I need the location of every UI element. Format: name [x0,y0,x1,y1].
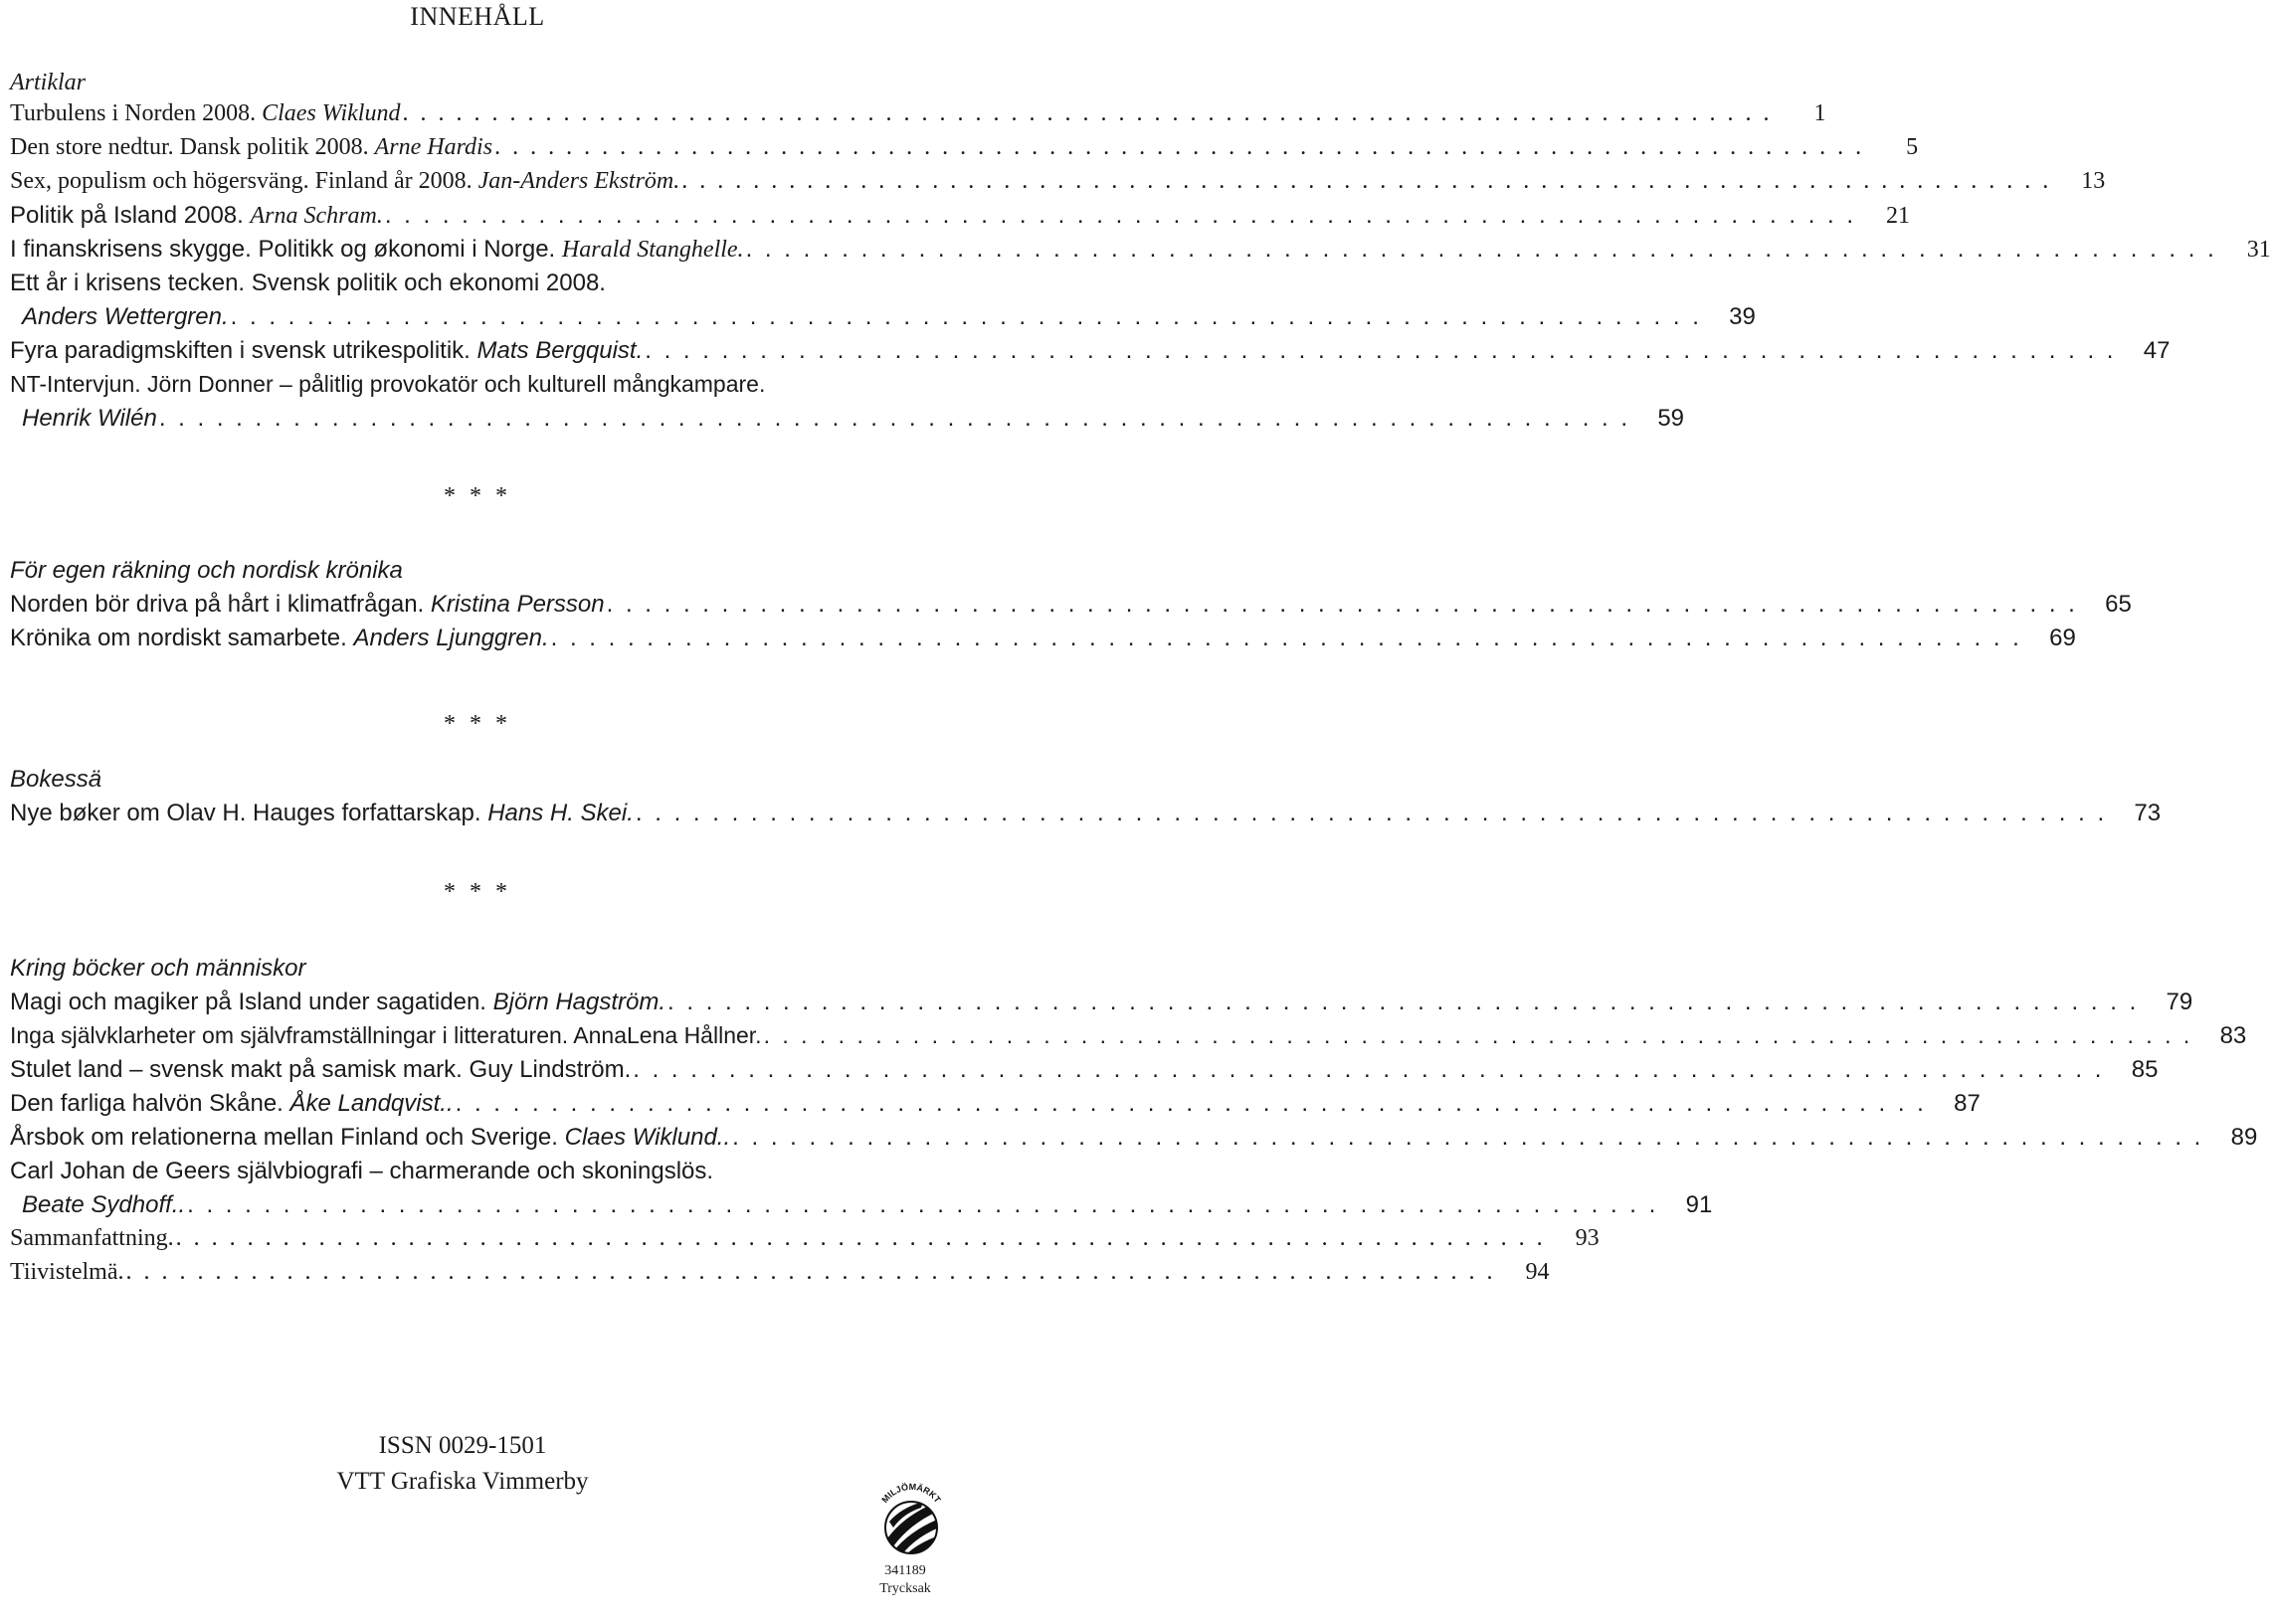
toc-entry [10,1225,1600,1259]
toc-entry [10,337,2171,371]
entry-title: Årsbok om relationerna mellan Finland och Sverige. [10,1124,558,1151]
printer-name: VTT Grafiska Vimmerby [336,1468,589,1495]
section-heading-bokessa: Bokessä [10,766,102,793]
swan-ecolabel-logo-icon [871,1482,951,1561]
issn: ISSN 0029-1501 [378,1432,547,1459]
section-separator: * * * [444,711,511,737]
entry-title: Turbulens i Norden 2008. [10,100,257,126]
dot-leader: . . . . . . . . . . . . . . . . . . . . . . . . . . . . . . . . . . . . . . . . . . . . . . . . . . . . . . . . . . . . . . . . . . . . . . . . . . . . . [681,168,2052,194]
section-separator: * * * [444,483,511,509]
entry-author: Hans H. Skei. [487,800,634,826]
entry-author: Arne Hardis [374,134,493,160]
entry-title: Politik på Island 2008. [10,202,244,229]
entry-title: Inga självklarheter om självframställningar i litteraturen. AnnaLena Hållner. [10,1022,762,1048]
toc-entry [10,1158,953,1191]
toc-entry [10,134,1919,168]
entry-page: 59 [1657,405,1685,432]
entry-author: Anders Wettergren. [22,303,229,330]
toc-entry [10,1022,2247,1056]
entry-page: 94 [1525,1259,1550,1285]
entry-author: Jan-Anders Ekström. [477,168,680,194]
toc-entry [10,1056,2159,1090]
entry-title: NT-Intervjun. Jörn Donner – pålitlig provokatör och kulturell mångkampare. [10,371,766,397]
entry-page: 1 [1813,100,1826,126]
dot-leader: . . . . . . . . . . . . . . . . . . . . . . . . . . . . . . . . . . . . . . . . . . . . . . . . . . . . . . . . . . . . . . . . . . . . . . . . . . . . . [645,337,2117,364]
toc-entry [10,270,953,303]
dot-leader: . . . . . . . . . . . . . . . . . . . . . . . . . . . . . . . . . . . . . . . . . . . . . . . . . . . . . . . . . . . . . . . . . . . . . . . . . . . . . [402,100,1773,126]
toc-entry [10,625,2076,658]
dot-leader: . . . . . . . . . . . . . . . . . . . . . . . . . . . . . . . . . . . . . . . . . . . . . . . . . . . . . . . . . . . . . . . . . . . . . . . . . . . . . [230,303,1702,330]
entry-page: 73 [2134,800,2162,826]
entry-title: Nye bøker om Olav H. Hauges forfattarskap. [10,800,481,826]
entry-title: Carl Johan de Geers självbiografi – charmerande och skoningslös. [10,1158,714,1184]
entry-title: Fyra paradigmskiften i svensk utrikespolitik. [10,337,471,364]
entry-author: Harald Stanghelle. [561,237,744,263]
entry-page: 85 [2131,1056,2159,1083]
page-title: INNEHÅLL [410,2,545,31]
entry-page: 89 [2230,1124,2258,1151]
section-heading-kring: Kring böcker och människor [10,955,306,982]
entry-title: I finanskrisens skygge. Politikk og økonomi i Norge. [10,236,556,263]
entry-page: 5 [1906,134,1919,160]
toc-entry [10,371,953,405]
dot-leader: . . . . . . . . . . . . . . . . . . . . . . . . . . . . . . . . . . . . . . . . . . . . . . . . . . . . . . . . . . . . . . . . . . . . . . . . . . . . . [550,625,2022,651]
entry-author: Claes Wiklund [262,100,401,126]
entry-page: 65 [2105,591,2132,618]
entry-author: Kristina Persson [430,591,605,618]
toc-entry-continuation [10,303,1756,337]
dot-leader: . . . . . . . . . . . . . . . . . . . . . . . . . . . . . . . . . . . . . . . . . . . . . . . . . . . . . . . . . . . . . . . . . . . . . . . . . . . . . [633,1056,2105,1083]
logo-label: Trycksak [879,1581,931,1596]
entry-title: Tiivistelmä. [10,1259,124,1285]
toc-entry-continuation [10,405,1685,439]
dot-leader: . . . . . . . . . . . . . . . . . . . . . . . . . . . . . . . . . . . . . . . . . . . . . . . . . . . . . . . . . . . . . . . . . . . . . . . . . . . . . [763,1022,2193,1048]
entry-author: Claes Wiklund.. [564,1124,731,1151]
dot-leader: . . . . . . . . . . . . . . . . . . . . . . . . . . . . . . . . . . . . . . . . . . . . . . . . . . . . . . . . . . . . . . . . . . . . . . . . . . . . . [187,1191,1659,1218]
dot-leader: . . . . . . . . . . . . . . . . . . . . . . . . . . . . . . . . . . . . . . . . . . . . . . . . . . . . . . . . . . . . . . . . . . . . . . . . . . . . . [494,134,1865,160]
entry-page: 91 [1685,1191,1713,1218]
entry-author: Arna Schram. [250,203,383,229]
entry-page: 87 [1954,1090,1981,1117]
entry-title: Stulet land – svensk makt på samisk mark. Guy Lindström. [10,1056,632,1083]
toc-entry [10,1124,2258,1158]
dot-leader: . . . . . . . . . . . . . . . . . . . . . . . . . . . . . . . . . . . . . . . . . . . . . . . . . . . . . . . . . . . . . . . . . . . . . . . . . . . . . [635,800,2108,826]
section-separator: * * * [444,879,511,905]
dot-leader: . . . . . . . . . . . . . . . . . . . . . . . . . . . . . . . . . . . . . . . . . . . . . . . . . . . . . . . . . . . . . . . . . . . . . . . . . . . . . [745,236,2217,263]
dot-leader: . . . . . . . . . . . . . . . . . . . . . . . . . . . . . . . . . . . . . . . . . . . . . . . . . . . . . . . . . . . . . . . . . . . . . . . . . . . . . [667,989,2140,1015]
entry-author: Anders Ljunggren. [353,625,549,651]
toc-entry [10,989,2193,1022]
entry-title: Sammanfattning. [10,1225,174,1251]
toc-entry [10,236,2271,270]
entry-title: Norden bör driva på hårt i klimatfrågan. [10,591,425,618]
toc-entry [10,202,1911,236]
toc-entry [10,800,2162,833]
logo-arc-text: MILJÖMÄRKT [879,1482,943,1506]
section-heading-kronika: För egen räkning och nordisk krönika [10,557,403,584]
entry-page: 13 [2081,168,2106,194]
entry-title: Krönika om nordiskt samarbete. [10,625,347,651]
logo-license-code: 341189 [884,1563,926,1578]
entry-page: 21 [1886,203,1911,229]
entry-page: 39 [1729,303,1756,330]
entry-page: 69 [2049,625,2076,651]
dot-leader: . . . . . . . . . . . . . . . . . . . . . . . . . . . . . . . . . . . . . . . . . . . . . . . . . . . . . . . . . . . . . . . . . . . . . . . . . . . . . [158,405,1631,432]
dot-leader: . . . . . . . . . . . . . . . . . . . . . . . . . . . . . . . . . . . . . . . . . . . . . . . . . . . . . . . . . . . . . . . . . . . . . . . . . . . . . [606,591,2078,618]
entry-page: 31 [2246,237,2271,263]
dot-leader: . . . . . . . . . . . . . . . . . . . . . . . . . . . . . . . . . . . . . . . . . . . . . . . . . . . . . . . . . . . . . . . . . . . . . . . . . . . . . [732,1124,2204,1151]
section-heading-artiklar: Artiklar [10,70,86,95]
dot-leader: . . . . . . . . . . . . . . . . . . . . . . . . . . . . . . . . . . . . . . . . . . . . . . . . . . . . . . . . . . . . . . . . . . . . . . . . . . . . . [455,1090,1927,1117]
entry-page: 79 [2166,989,2193,1015]
entry-page: 83 [2219,1022,2247,1049]
toc-entry [10,1090,1981,1124]
entry-author: Mats Bergquist. [476,337,644,364]
entry-title: Sex, populism och högersväng. Finland år 2008. [10,168,473,194]
entry-page: 93 [1575,1225,1600,1251]
dot-leader: . . . . . . . . . . . . . . . . . . . . . . . . . . . . . . . . . . . . . . . . . . . . . . . . . . . . . . . . . . . . . . . . . . . . . . . . . . . . . [384,202,1857,229]
toc-entry [10,1259,1550,1293]
toc-entry [10,100,1826,134]
toc-entry [10,591,2132,625]
entry-title: Den store nedtur. Dansk politik 2008. [10,134,369,160]
dot-leader: . . . . . . . . . . . . . . . . . . . . . . . . . . . . . . . . . . . . . . . . . . . . . . . . . . . . . . . . . . . . . . . . . . . . . . . . . . . . . [175,1225,1546,1251]
entry-author: Beate Sydhoff.. [22,1191,186,1218]
entry-author: Åke Landqvist.. [289,1090,454,1117]
entry-author: Björn Hagström. [492,989,666,1015]
dot-leader: . . . . . . . . . . . . . . . . . . . . . . . . . . . . . . . . . . . . . . . . . . . . . . . . . . . . . . . . . . . . . . . . . . . . . . . . . . . . . [125,1259,1496,1285]
entry-title: Magi och magiker på Island under sagatiden. [10,989,486,1015]
entry-title: Den farliga halvön Skåne. [10,1090,284,1117]
entry-page: 47 [2143,337,2171,364]
toc-entry [10,168,2106,202]
entry-author: Henrik Wilén [22,405,157,432]
entry-title: Ett år i krisens tecken. Svensk politik och ekonomi 2008. [10,270,606,296]
toc-entry-continuation [10,1191,1713,1225]
